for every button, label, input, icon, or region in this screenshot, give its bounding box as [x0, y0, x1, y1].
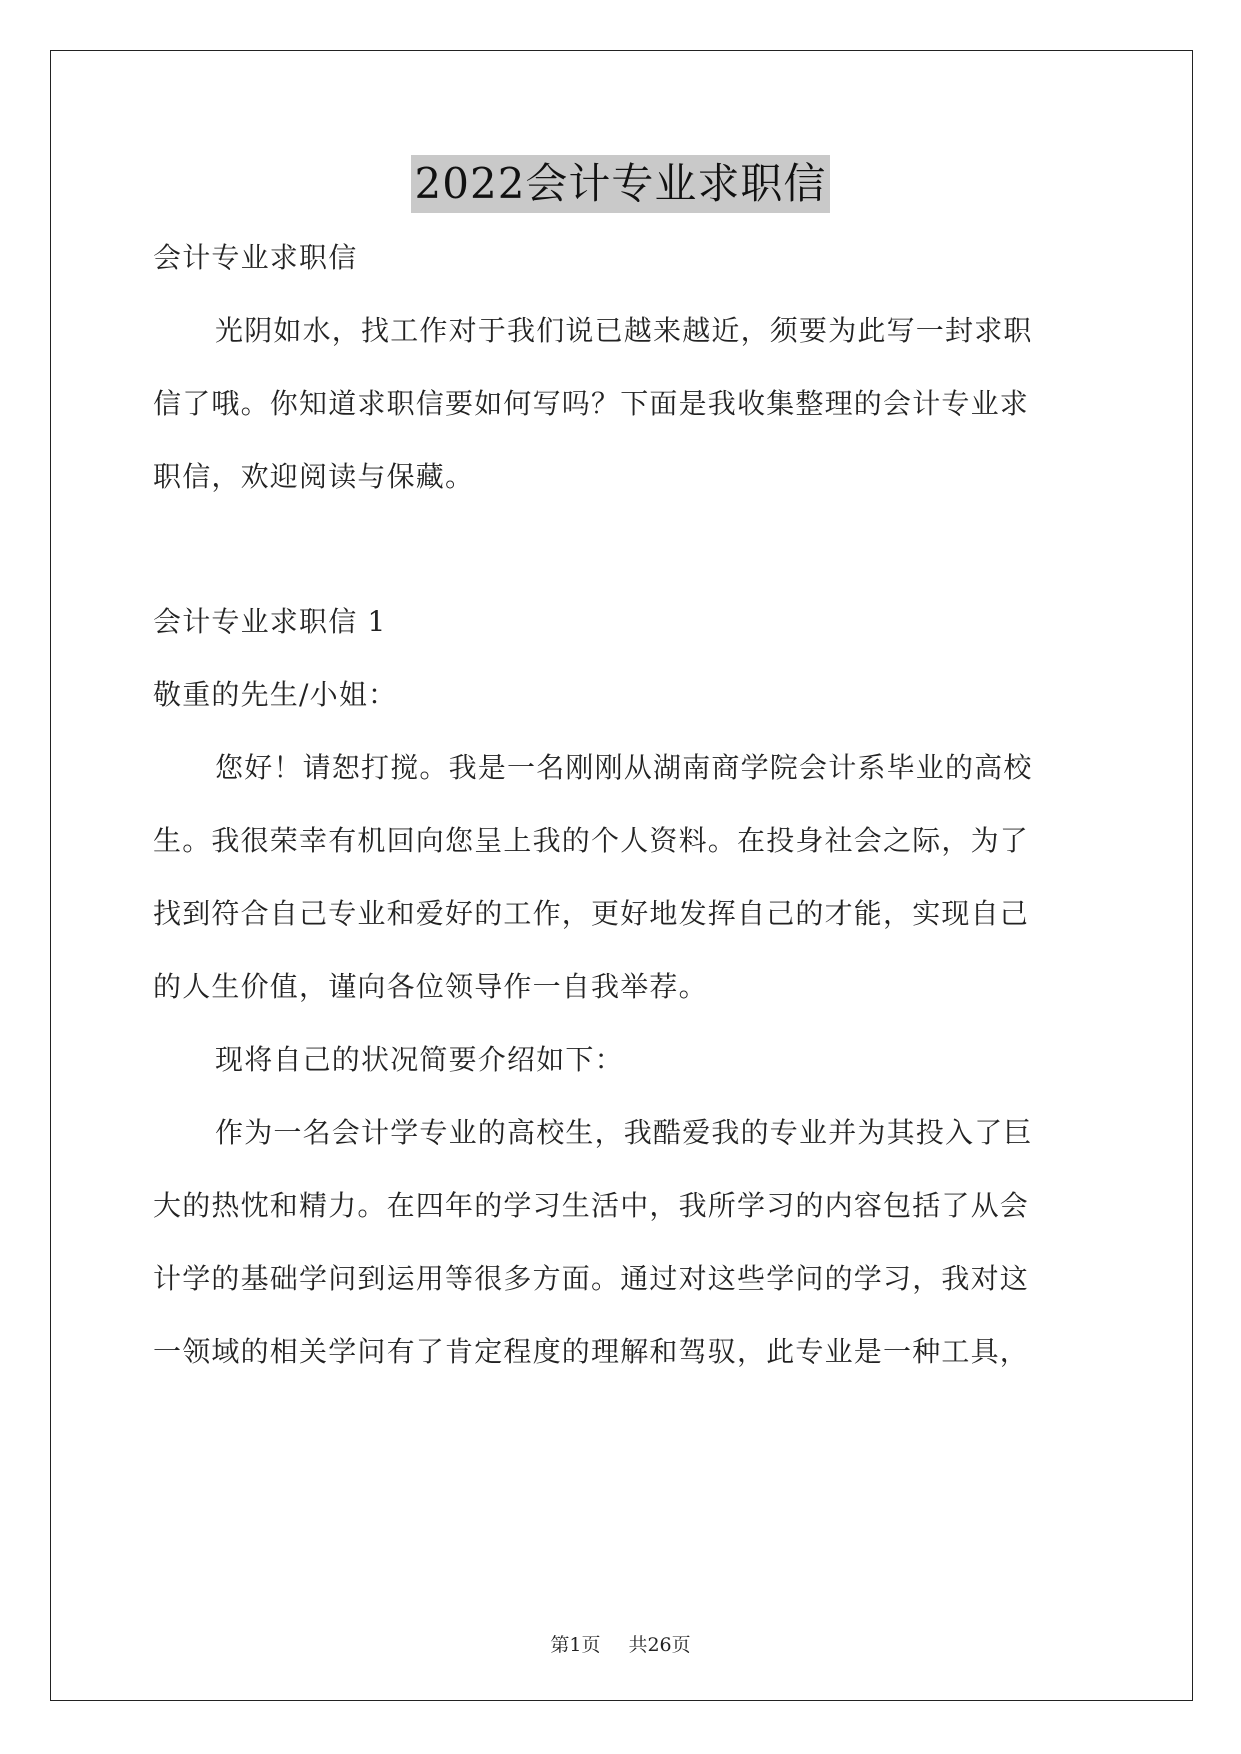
- intro-line-3: 职信，欢迎阅读与保藏。: [153, 460, 475, 493]
- body-line-4: 的人生价值，谨向各位领导作一自我举荐。: [153, 970, 708, 1003]
- body-line-9: 一领域的相关学问有了肯定程度的理解和驾驭，此专业是一种工具，: [153, 1335, 1030, 1368]
- section-title: 会计专业求职信 1: [153, 605, 387, 638]
- subtitle: 会计专业求职信: [153, 241, 358, 274]
- intro-line-2: 信了哦。你知道求职信要如何写吗？下面是我收集整理的会计专业求: [153, 387, 1030, 420]
- body-line-5: 现将自己的状况简要介绍如下：: [215, 1043, 624, 1076]
- page-footer: [0, 1630, 1241, 1657]
- body-line-3: 找到符合自己专业和爱好的工作，更好地发挥自己的才能，实现自己: [153, 897, 1030, 930]
- intro-line-1: 光阴如水，找工作对于我们说已越来越近，须要为此写一封求职: [215, 314, 1033, 347]
- body-line-7: 大的热忱和精力。在四年的学习生活中，我所学习的内容包括了从会: [153, 1189, 1030, 1222]
- body-line-2: 生。我很荣幸有机回向您呈上我的个人资料。在投身社会之际，为了: [153, 824, 1030, 857]
- title-container: [0, 155, 1241, 213]
- salutation: 敬重的先生/小姐：: [153, 678, 398, 711]
- body-line-8: 计学的基础学问到运用等很多方面。通过对这些学问的学习，我对这: [153, 1262, 1030, 1295]
- page-number: 第1页: [550, 1634, 601, 1656]
- body-line-6: 作为一名会计学专业的高校生，我酷爱我的专业并为其投入了巨: [215, 1116, 1033, 1149]
- page-total: 共26页: [628, 1634, 691, 1656]
- body-line-1: 您好！请恕打搅。我是一名刚刚从湖南商学院会计系毕业的高校: [215, 751, 1033, 784]
- page-border: [50, 50, 1193, 1701]
- document-title: 2022会计专业求职信: [411, 155, 831, 213]
